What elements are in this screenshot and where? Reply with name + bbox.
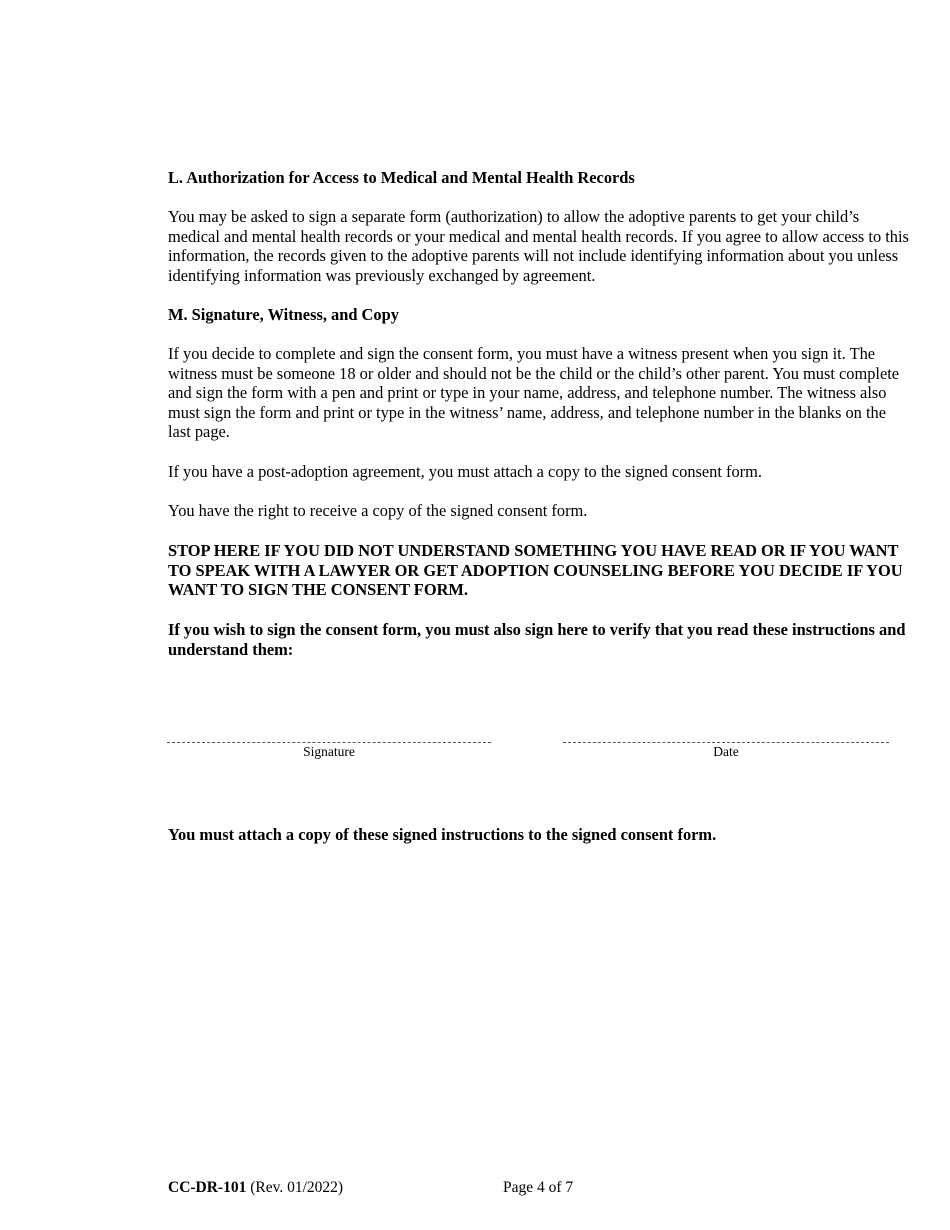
signature-label: Signature <box>303 744 355 759</box>
attach-notice: You must attach a copy of these signed instructions to the signed consent form. <box>168 825 717 844</box>
stop-warning: STOP HERE IF YOU DID NOT UNDERSTAND SOMETHING YOU HAVE READ OR IF YOU WANT TO SPEAK WITH A LAWYER OR GET ADOPTION COUNSELING BEFORE YOU DECIDE IF YOU WANT TO SIGN THE CONSENT FORM. <box>168 541 903 600</box>
footer-page-number: Page 4 of 7 <box>503 1179 574 1196</box>
date-label: Date <box>713 744 739 759</box>
footer-form-code: CC-DR-101 <box>168 1179 247 1196</box>
verify-instruction: If you wish to sign the consent form, you must also sign here to verify that you read these instructions and understand them: <box>168 620 906 659</box>
section-l-body: You may be asked to sign a separate form (authorization) to allow the adoptive parents to get your child’s medical and mental health records or your medical and mental health records. If you agree to allow access to this information, the records given to the adoptive parents will not include identifying information about you unless identifying information was previously exchanged by agreement. <box>168 207 909 285</box>
section-m-heading: M. Signature, Witness, and Copy <box>168 305 399 324</box>
section-l-heading: L. Authorization for Access to Medical and Mental Health Records <box>168 168 635 187</box>
section-m-paragraph-post-adoption: If you have a post-adoption agreement, you must attach a copy to the signed consent form. <box>168 462 762 481</box>
date-line[interactable] <box>563 742 889 743</box>
signature-line[interactable] <box>167 742 491 743</box>
footer-revision: (Rev. 01/2022) <box>246 1179 344 1196</box>
section-m-paragraph-copy-right: You have the right to receive a copy of the signed consent form. <box>168 501 588 520</box>
footer-form-id <box>168 1179 343 1197</box>
section-m-paragraph-witness: If you decide to complete and sign the consent form, you must have a witness present when you sign it. The witness must be someone 18 or older and should not be the child or the child’s other parent. You must complete and sign the form with a pen and print or type in your name, address, and telephone number. The witness also must sign the form and print or type in the witness’ name, address, and telephone number in the blanks on the last page. <box>168 344 900 442</box>
